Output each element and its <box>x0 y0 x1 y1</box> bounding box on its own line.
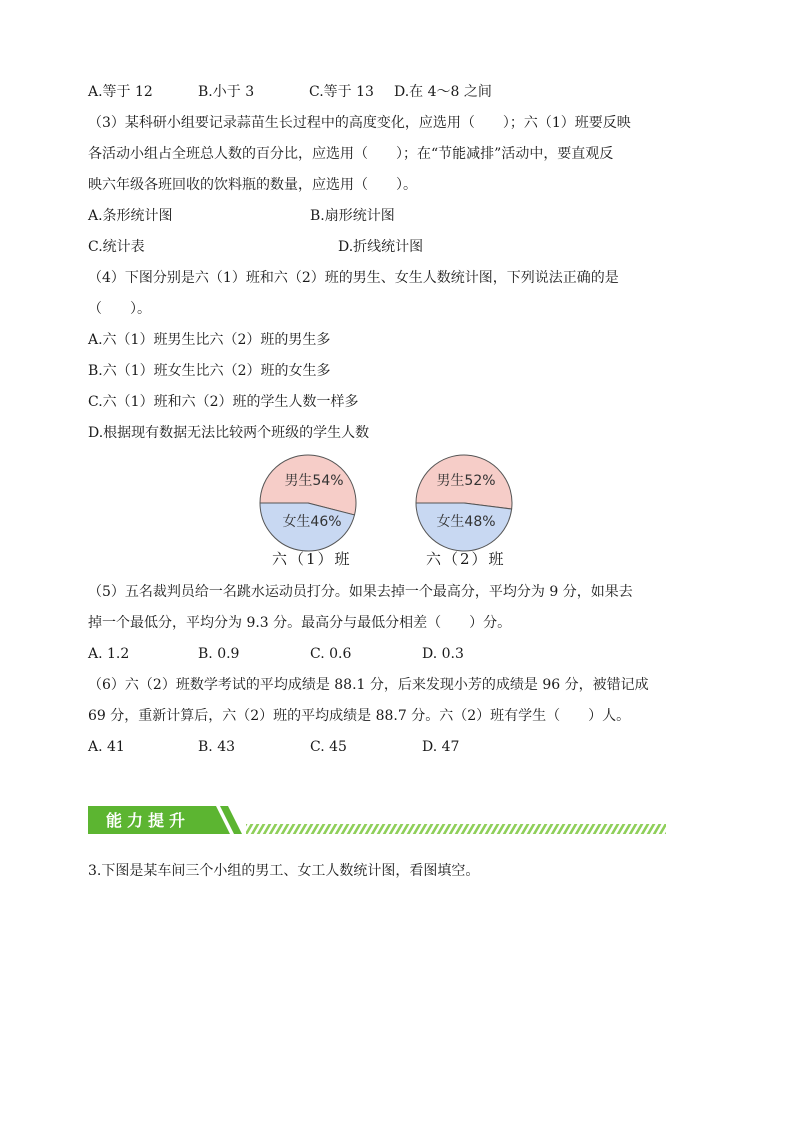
pie-label-boys: 男生54% <box>284 473 344 489</box>
q3-option-d: D.折线统计图 <box>338 239 424 255</box>
q2-option-d: D.在 4～8 之间 <box>394 84 492 100</box>
q4-line-2: （ ）。 <box>88 301 151 317</box>
q5-option-d: D. 0.3 <box>422 646 464 662</box>
q2-option-a: A.等于 12 <box>88 84 153 100</box>
q5-line-1: （5）五名裁判员给一名跳水运动员打分。如果去掉一个最高分，平均分为 9 分，如果去 <box>88 584 633 600</box>
q5-option-c: C. 0.6 <box>310 646 352 662</box>
pie-label-boys: 男生52% <box>436 473 496 489</box>
pie-chart-class-2 <box>414 453 514 553</box>
pie-chart-2-svg <box>414 453 514 553</box>
q4-option-b: B.六（1）班女生比六（2）班的女生多 <box>88 363 331 379</box>
q4-line-1: （4）下图分别是六（1）班和六（2）班的男生、女生人数统计图，下列说法正确的是 <box>88 270 619 286</box>
section-title: 能力提升 <box>105 811 191 830</box>
pie-caption-class-1: 六（1）班 <box>272 550 352 568</box>
pie-label-girls: 女生46% <box>282 514 342 530</box>
q4-option-a: A.六（1）班男生比六（2）班的男生多 <box>88 332 331 348</box>
section-banner <box>88 804 668 838</box>
section-q3-line: 3.下图是某车间三个小组的男工、女工人数统计图，看图填空。 <box>88 863 480 879</box>
q3-line-2: 各活动小组占全班总人数的百分比，应选用（ ）；在“节能减排”活动中，要直观反 <box>88 146 614 162</box>
pie-chart-1-svg <box>258 453 358 553</box>
q5-option-a: A. 1.2 <box>88 646 130 662</box>
q5-option-b: B. 0.9 <box>198 646 240 662</box>
pie-caption-class-2: 六（2）班 <box>426 550 506 568</box>
pie-label-girls: 女生48% <box>436 514 496 530</box>
pie-chart-class-1 <box>258 453 358 553</box>
q6-line-1: （6）六（2）班数学考试的平均成绩是 88.1 分，后来发现小芳的成绩是 96 分，被错记成 <box>88 677 649 693</box>
q4-option-d: D.根据现有数据无法比较两个班级的学生人数 <box>88 425 370 441</box>
q3-line-1: （3）某科研小组要记录蒜苗生长过程中的高度变化，应选用（ ）；六（1）班要反映 <box>88 115 631 131</box>
q3-line-3: 映六年级各班回收的饮料瓶的数量，应选用（ ）。 <box>88 177 417 193</box>
q6-option-d: D. 47 <box>422 739 460 755</box>
q6-option-a: A. 41 <box>88 739 125 755</box>
q6-line-2: 69 分，重新计算后，六（2）班的平均成绩是 88.7 分。六（2）班有学生（ ）人。 <box>88 708 631 724</box>
q4-option-c: C.六（1）班和六（2）班的学生人数一样多 <box>88 394 359 410</box>
q6-option-b: B. 43 <box>198 739 236 755</box>
q3-option-b: B.扇形统计图 <box>310 208 395 224</box>
section-banner-graphic <box>88 804 668 838</box>
q6-option-c: C. 45 <box>310 739 347 755</box>
q3-option-a: A.条形统计图 <box>88 208 173 224</box>
section-banner-stripe <box>246 824 666 834</box>
q2-option-b: B.小于 3 <box>198 84 255 100</box>
q3-option-c: C.统计表 <box>88 239 145 255</box>
q5-line-2: 掉一个最低分，平均分为 9.3 分。最高分与最低分相差（ ）分。 <box>88 615 512 631</box>
q2-option-c: C.等于 13 <box>309 84 374 100</box>
